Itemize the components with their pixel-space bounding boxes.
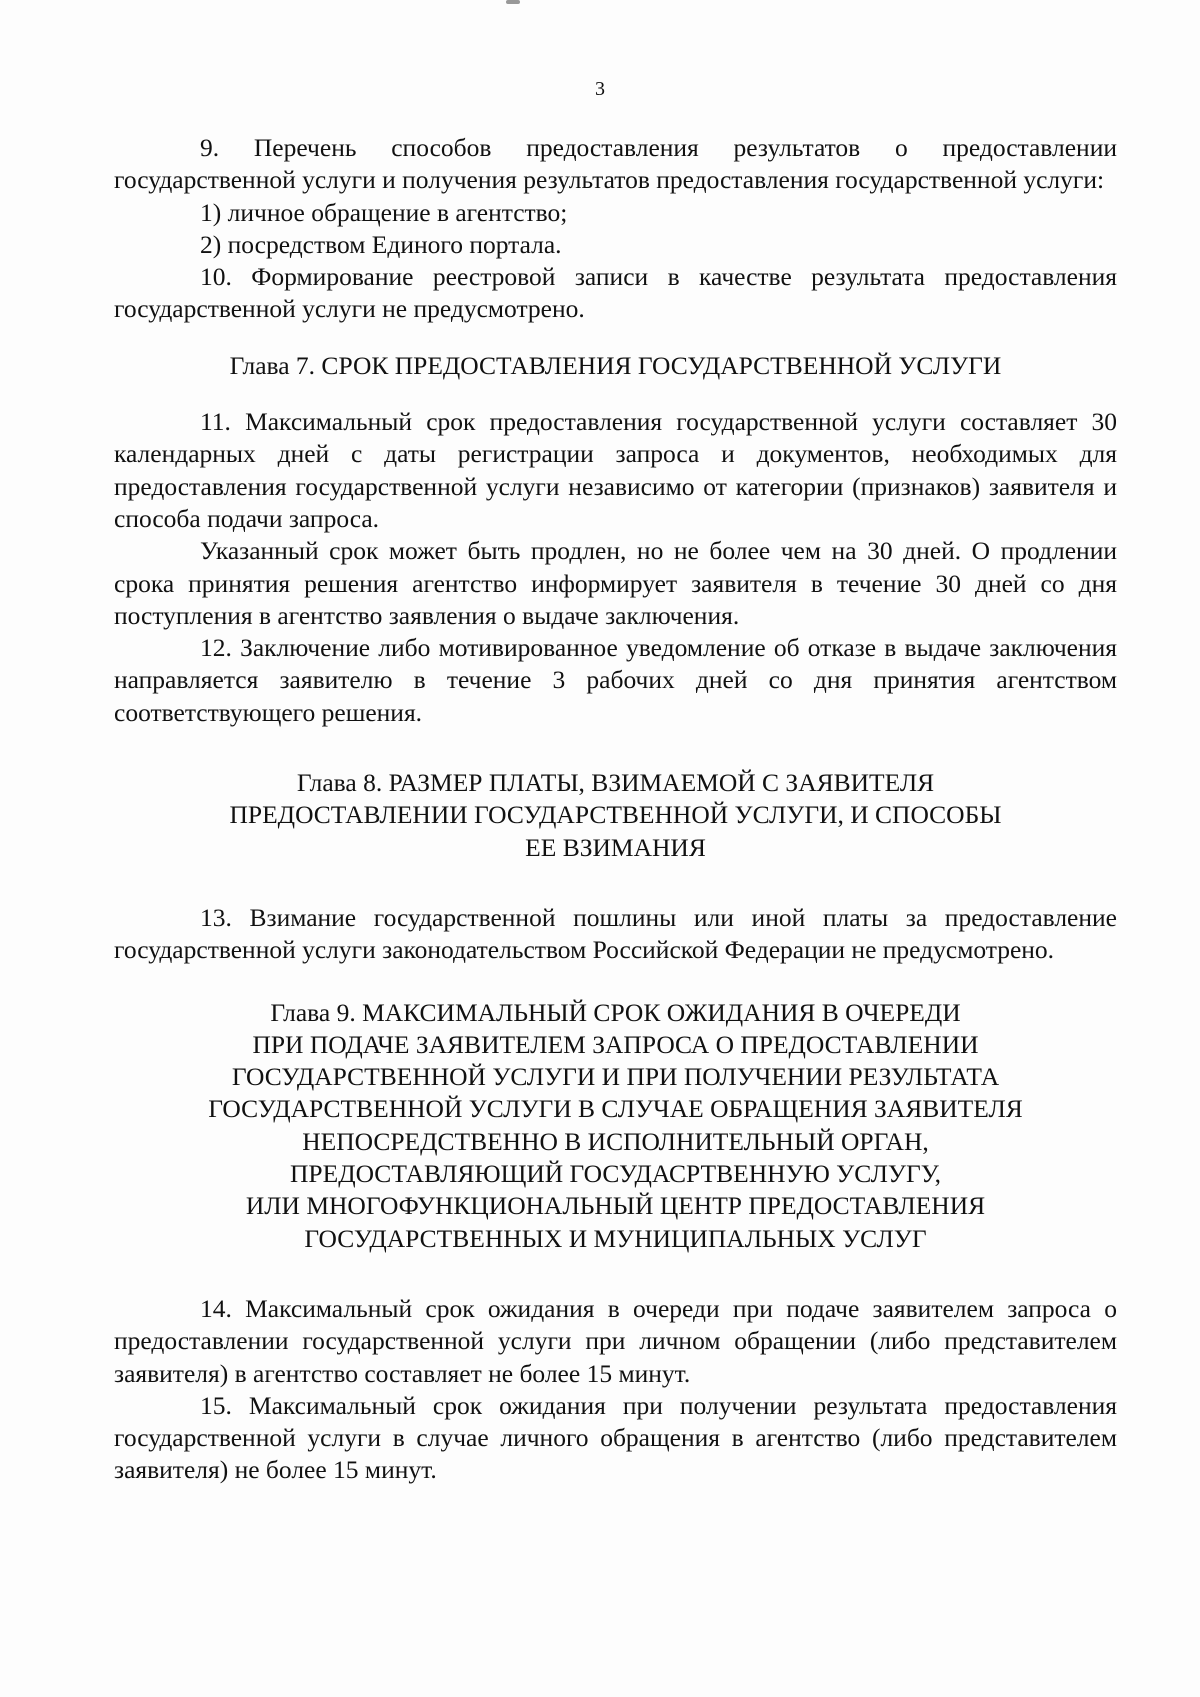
- chapter-8-heading: [114, 767, 1117, 864]
- chapter-heading-line: ГОСУДАРСТВЕННЫХ И МУНИЦИПАЛЬНЫХ УСЛУГ: [304, 1223, 927, 1253]
- paragraph-11-continued: Указанный срок может быть продлен, но не более чем на 30 дней. О продлении срока принятия решения агентство информирует заявителя в течение 30 дней со дня поступления в агентство заявления о выдаче заключения.: [114, 536, 1117, 630]
- chapter-9-heading: [114, 997, 1117, 1255]
- chapter-heading-line: ГОСУДАРСТВЕННОЙ УСЛУГИ И ПРИ ПОЛУЧЕНИИ РЕЗУЛЬТАТА: [231, 1062, 1000, 1092]
- chapter-heading-line: Глава 9. МАКСИМАЛЬНЫЙ СРОК ОЖИДАНИЯ В ОЧЕРЕДИ: [270, 997, 961, 1027]
- paragraph-11: 11. Максимальный срок предоставления государственной услуги составляет 30 календарных дней с даты регистрации запроса и документов, необходимых для предоставления государственной услуги независимо от категории (признаков) заявителя и способа подачи запроса.: [114, 407, 1117, 533]
- chapter-heading-line: ПРИ ПОДАЧЕ ЗАЯВИТЕЛЕМ ЗАПРОСА О ПРЕДОСТАВЛЕНИИ: [252, 1029, 979, 1059]
- chapter-heading-line: ПРЕДОСТАВЛЯЮЩИЙ ГОСУДАСРТВЕННУЮ УСЛУГУ,: [290, 1159, 941, 1189]
- chapter-heading-line: ГОСУДАРСТВЕННОЙ УСЛУГИ В СЛУЧАЕ ОБРАЩЕНИЯ ЗАЯВИТЕЛЯ: [208, 1094, 1023, 1124]
- chapter-heading-line: ИЛИ МНОГОФУНКЦИОНАЛЬНЫЙ ЦЕНТР ПРЕДОСТАВЛЕНИЯ: [245, 1191, 986, 1221]
- paragraph-13: 13. Взимание государственной пошлины или иной платы за предоставление государственной услуги законодательством Российской Федерации не предусмотрено.: [114, 902, 1117, 965]
- paragraph-12: 12. Заключение либо мотивированное уведомление об отказе в выдаче заключения направляется заявителю в течение 3 рабочих дней со дня принятия агентством соответствующего решения.: [114, 633, 1117, 727]
- chapter-heading-line: Глава 7. СРОК ПРЕДОСТАВЛЕНИЯ ГОСУДАРСТВЕННОЙ УСЛУГИ: [229, 350, 1002, 380]
- paragraph-10: 10. Формирование реестровой записи в качестве результата предоставления государственной услуги не предусмотрено.: [114, 262, 1117, 324]
- chapter-7-heading: [114, 350, 1117, 382]
- paragraph-15: 15. Максимальный срок ожидания при получении результата предоставления государственной услуги в случае личного обращения в агентство (либо представителем заявителя) не более 15 минут.: [114, 1390, 1117, 1485]
- paragraph-14: 14. Максимальный срок ожидания в очереди при подаче заявителем запроса о предоставлении государственной услуги при личном обращении (либо представителем заявителя) в агентство составляет не более 15 минут.: [114, 1293, 1117, 1388]
- scan-artifact: [506, 0, 520, 4]
- list-item: 1) личное обращение в агентство;: [200, 197, 568, 227]
- chapter-heading-line: Глава 8. РАЗМЕР ПЛАТЫ, ВЗИМАЕМОЙ С ЗАЯВИТЕЛЯ: [296, 768, 935, 798]
- chapter-heading-line: ЕЕ ВЗИМАНИЯ: [525, 832, 706, 862]
- list-item: 2) посредством Единого портала.: [200, 229, 562, 259]
- paragraph-9: 9. Перечень способов предоставления результатов о предоставлении государственной услуги и получения результатов предоставления государственной услуги:: [114, 133, 1117, 195]
- page-number: 3: [595, 78, 605, 100]
- document-body: [114, 132, 1117, 1487]
- chapter-heading-line: ПРЕДОСТАВЛЕНИИ ГОСУДАРСТВЕННОЙ УСЛУГИ, И СПОСОБЫ: [229, 800, 1002, 830]
- chapter-heading-line: НЕПОСРЕДСТВЕННО В ИСПОЛНИТЕЛЬНЫЙ ОРГАН,: [302, 1126, 929, 1156]
